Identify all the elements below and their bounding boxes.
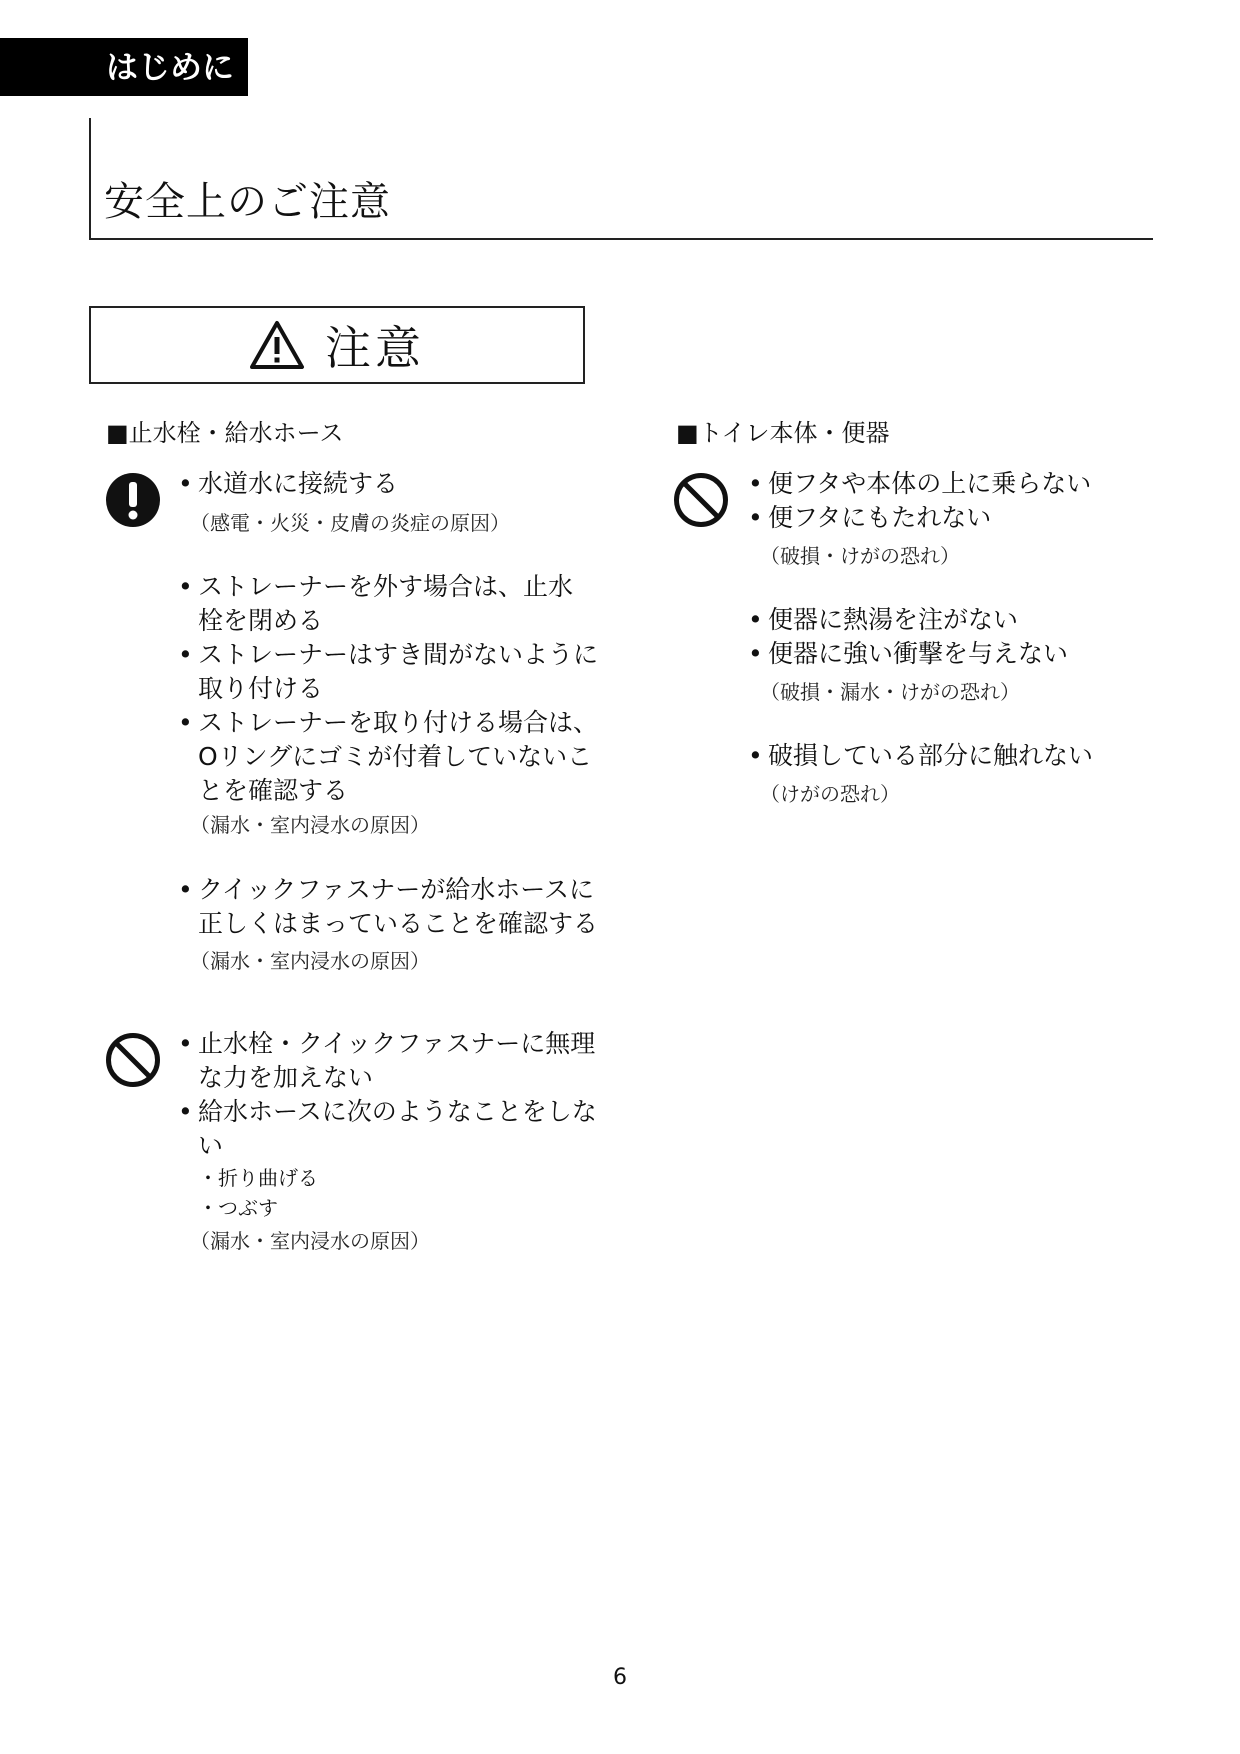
warning-triangle-icon [249, 320, 305, 370]
section-heading-toilet-body: ■トイレ本体・便器 [676, 419, 890, 447]
title-border-vertical [89, 118, 91, 240]
list-item: • 水道水に接続する [178, 469, 399, 498]
list-item-continued: な力を加えない [198, 1063, 374, 1092]
title-border-horizontal [89, 238, 1153, 240]
list-item-continued: とを確認する [198, 776, 349, 805]
sub-list-item: ・つぶす [198, 1196, 278, 1220]
list-item-continued: 正しくはまっていることを確認する [198, 909, 599, 938]
list-item: • 便器に強い衝撃を与えない [748, 639, 1069, 668]
hazard-note: （感電・火災・皮膚の炎症の原因） [190, 511, 510, 535]
list-item: • 破損している部分に触れない [748, 741, 1094, 770]
list-item: • 給水ホースに次のようなことをしな [178, 1097, 597, 1126]
list-item: • 便器に熱湯を注がない [748, 605, 1019, 634]
prohibition-icon [673, 472, 729, 528]
section-tab: はじめに [0, 38, 248, 96]
list-item: • クイックファスナーが給水ホースに [178, 875, 595, 904]
sub-list-item: ・折り曲げる [198, 1166, 318, 1190]
list-item: • ストレーナーはすき間がないように [178, 640, 599, 669]
section-heading-water-supply: ■止水栓・給水ホース [106, 419, 344, 447]
hazard-note: （漏水・室内浸水の原因） [190, 1229, 430, 1253]
hazard-note: （破損・漏水・けがの恐れ） [760, 680, 1020, 704]
list-item: • ストレーナーを外す場合は、止水 [178, 572, 574, 601]
page-title: 安全上のご注意 [104, 179, 391, 225]
hazard-note: （漏水・室内浸水の原因） [190, 949, 430, 973]
hazard-note: （破損・けがの恐れ） [760, 544, 960, 568]
list-item: • 便フタや本体の上に乗らない [748, 469, 1092, 498]
mandatory-action-icon [105, 472, 161, 528]
list-item-continued: 取り付ける [198, 674, 324, 703]
list-item-continued: い [198, 1131, 224, 1160]
list-item: • 止水栓・クイックファスナーに無理 [178, 1029, 596, 1058]
caution-label: 注意 [325, 321, 425, 375]
page-number: 6 [613, 1665, 627, 1690]
hazard-note: （漏水・室内浸水の原因） [190, 813, 430, 837]
list-item-continued: 栓を閉める [198, 606, 324, 635]
caution-banner [89, 306, 585, 384]
list-item: • ストレーナーを取り付ける場合は、 [178, 708, 599, 737]
list-item-continued: Oリングにゴミが付着していないこ [198, 742, 593, 771]
prohibition-icon [105, 1032, 161, 1088]
hazard-note: （けがの恐れ） [760, 782, 900, 806]
list-item: • 便フタにもたれない [748, 503, 992, 532]
